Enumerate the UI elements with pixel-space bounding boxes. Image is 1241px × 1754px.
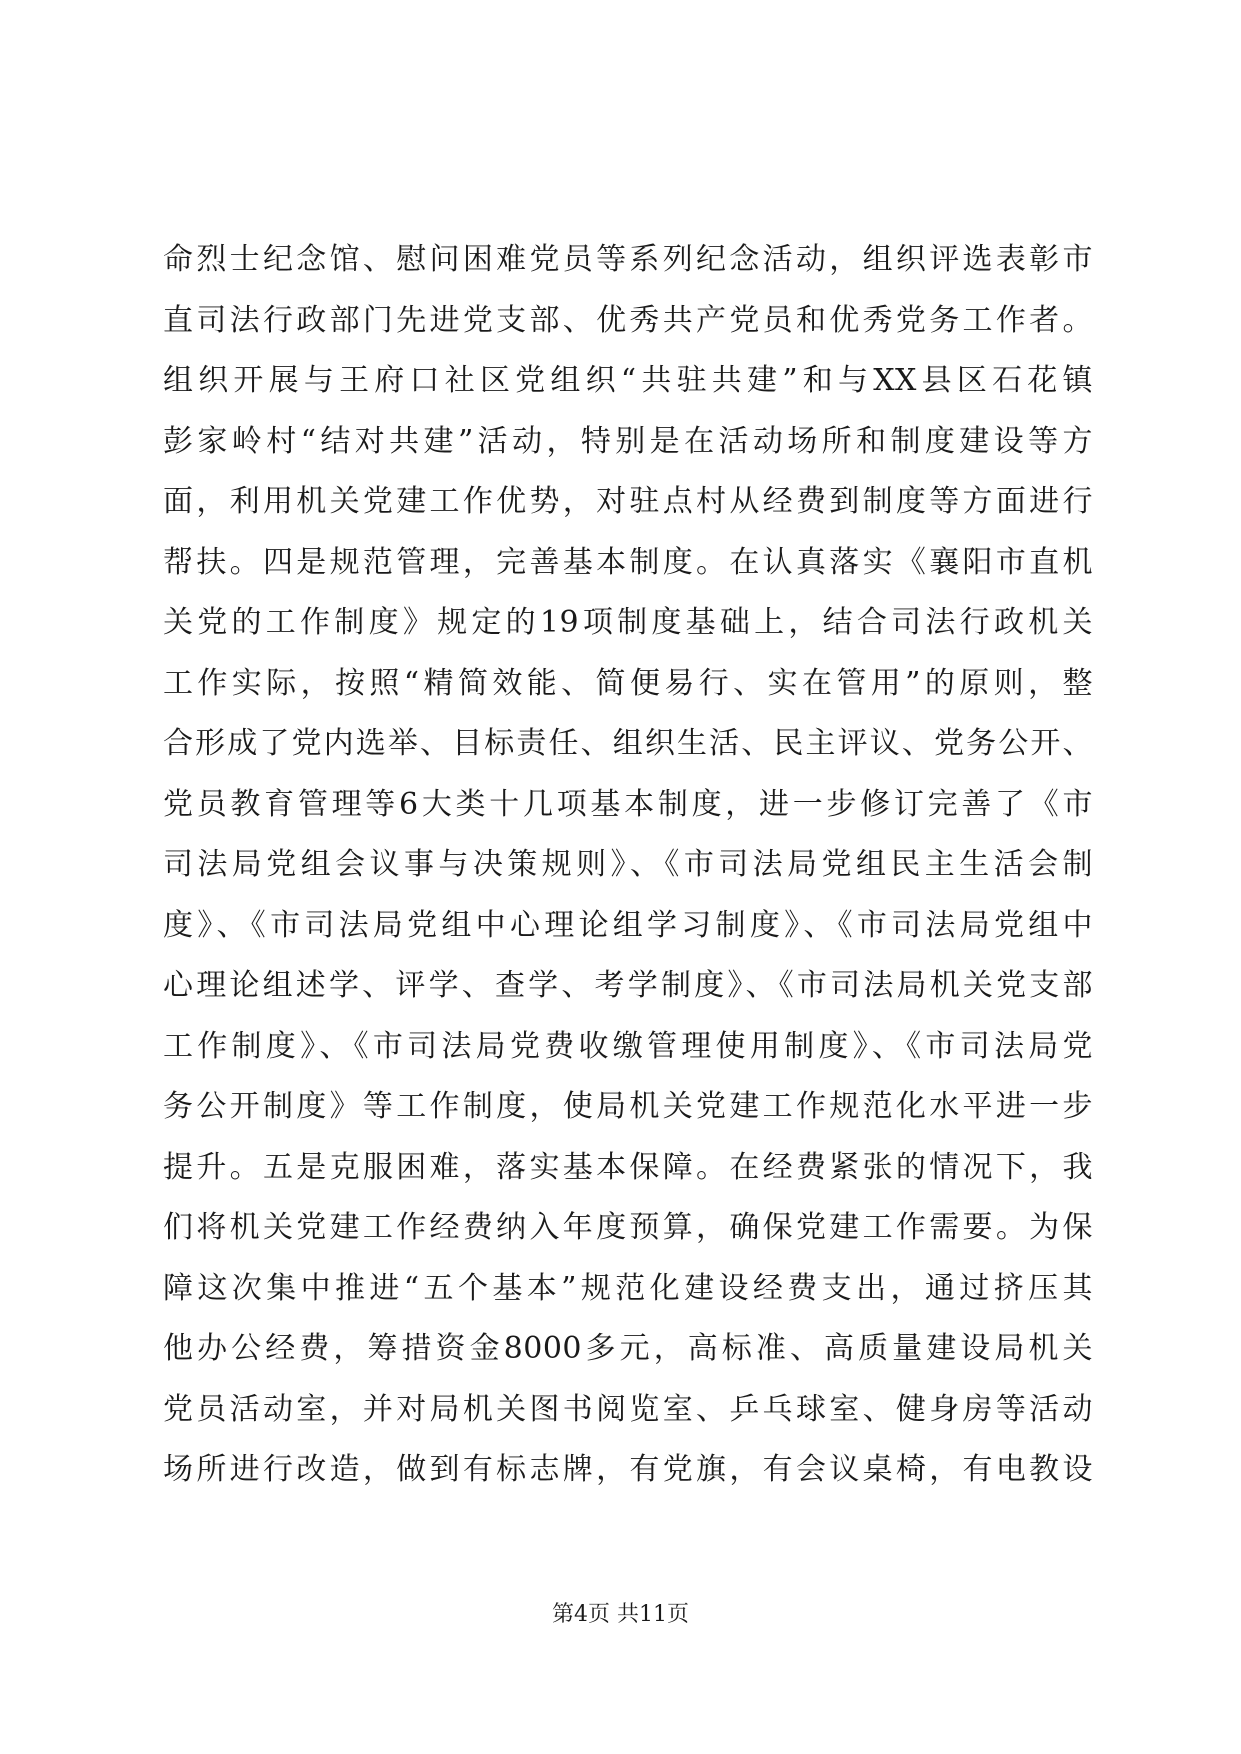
- text-line: 彭家岭村“结对共建”活动，特别是在活动场所和制度建设等方: [163, 423, 1093, 459]
- text-line: 工作实际，按照“精简效能、简便易行、实在管用”的原则，整: [163, 665, 1093, 701]
- body-paragraph: [163, 230, 1093, 1501]
- text-line: 关党的工作制度》规定的19项制度基础上，结合司法行政机关: [163, 605, 1093, 640]
- text-line: 组织开展与王府口社区党组织“共驻共建”和与XX县区石花镇: [163, 363, 1093, 398]
- text-line: 务公开制度》等工作制度，使局机关党建工作规范化水平进一步: [163, 1089, 1093, 1124]
- text-line: 工作制度》、《市司法局党费收缴管理使用制度》、《市司法局党: [163, 1028, 1093, 1064]
- text-line: 直司法行政部门先进党支部、优秀共产党员和优秀党务工作者。: [163, 302, 1093, 338]
- text-line: 场所进行改造，做到有标志牌，有党旗，有会议桌椅，有电教设: [163, 1452, 1093, 1487]
- text-line: 党员活动室，并对局机关图书阅览室、乒乓球室、健身房等活动: [163, 1391, 1093, 1427]
- text-line: 们将机关党建工作经费纳入年度预算，确保党建工作需要。为保: [163, 1210, 1093, 1245]
- text-line: 帮扶。四是规范管理，完善基本制度。在认真落实《襄阳市直机: [163, 544, 1093, 580]
- text-line: 命烈士纪念馆、慰问困难党员等系列纪念活动，组织评选表彰市: [163, 242, 1093, 277]
- text-line: 面，利用机关党建工作优势，对驻点村从经费到制度等方面进行: [163, 484, 1093, 519]
- text-line: 合形成了党内选举、目标责任、组织生活、民主评议、党务公开、: [163, 726, 1093, 761]
- text-line: 司法局党组会议事与决策规则》、《市司法局党组民主生活会制: [163, 847, 1093, 882]
- text-line: 障这次集中推进“五个基本”规范化建设经费支出，通过挤压其: [163, 1270, 1093, 1306]
- text-line: 心理论组述学、评学、查学、考学制度》、《市司法局机关党支部: [163, 968, 1093, 1003]
- page-number-footer: 第4页 共11页: [552, 1602, 689, 1627]
- text-line: 度》、《市司法局党组中心理论组学习制度》、《市司法局党组中: [163, 907, 1093, 943]
- text-line: 提升。五是克服困难，落实基本保障。在经费紧张的情况下，我: [163, 1149, 1093, 1185]
- text-line: 他办公经费，筹措资金8000多元，高标准、高质量建设局机关: [163, 1331, 1093, 1366]
- text-line: 党员教育管理等6大类十几项基本制度，进一步修订完善了《市: [163, 786, 1093, 822]
